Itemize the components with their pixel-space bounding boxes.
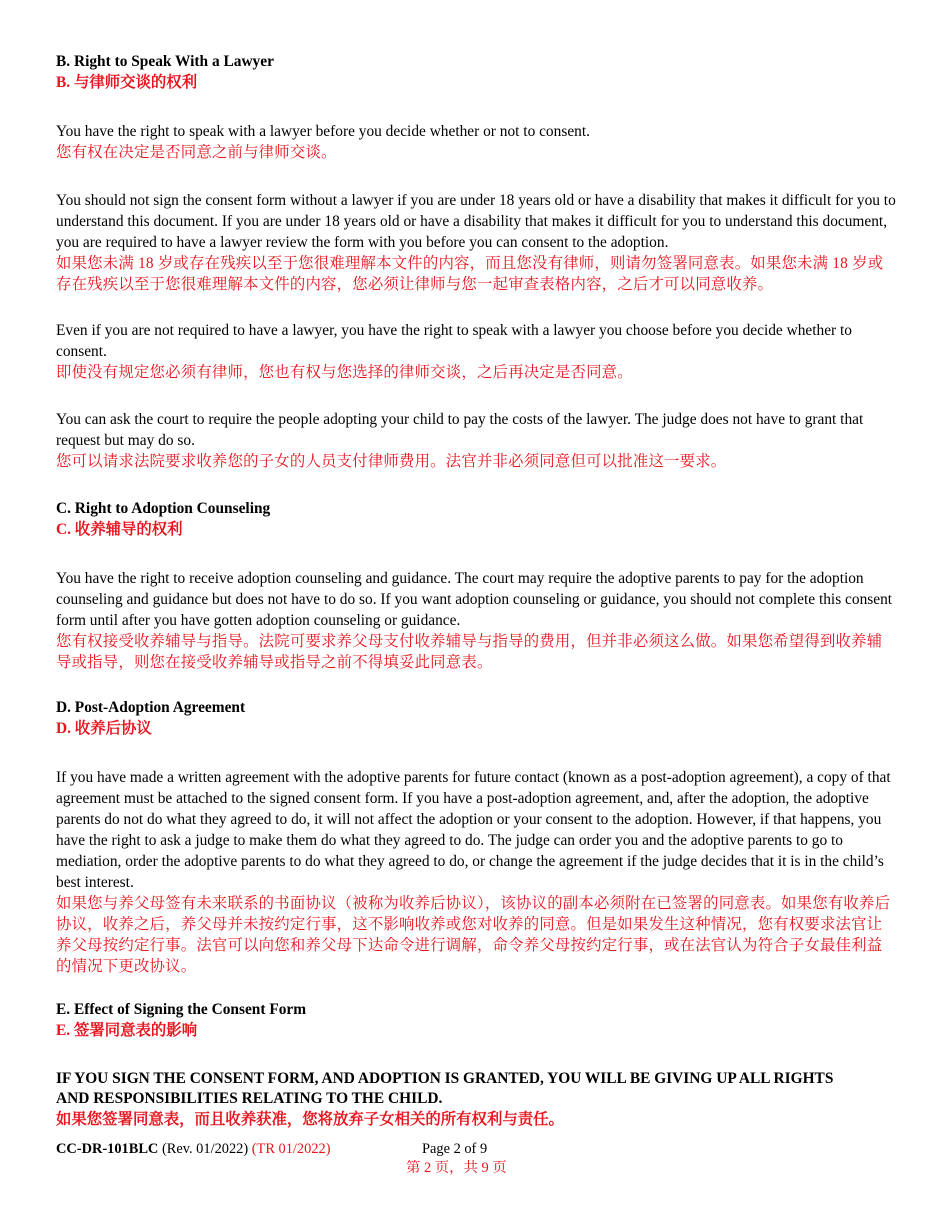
page-footer (56, 1140, 896, 1184)
paragraph-en: Even if you are not required to have a lawyer, you have the right to speak with a lawyer you choose before you decide whether to consent. (56, 322, 852, 360)
section-d-heading (56, 698, 896, 739)
page-number-zh: 第 2 页，共 9 页 (406, 1160, 507, 1176)
form-code-line (56, 1140, 331, 1159)
paragraph-en: You should not sign the consent form without a lawyer if you are under 18 years old or have a disability that makes it difficult for you to understand this document. If you are under 18 years old or have a disability that makes it difficult for you to understand this document, you are required to have a lawyer review the form with you before you can consent to the adoption. (56, 192, 896, 251)
translation-revision: (TR 01/2022) (251, 1141, 331, 1157)
section-c-heading (56, 499, 896, 540)
section-d-heading-en: D. Post-Adoption Agreement (56, 699, 246, 716)
paragraph-zh: 如果您与养父母签有未来联系的书面协议（被称为收养后协议），该协议的副本必须附在已签署的同意表。如果您有收养后协议，收养之后，养父母并未按约定行事，这不影响收养或您对收养的同意。但是如果发生这种情况，您有权要求法官让养父母按约定行事。法官可以向您和养父母下达命令进行调解，命令养父母按约定行事，或在法官认为符合子女最佳利益的情况下更改协议。 (56, 895, 891, 975)
paragraph-en: You can ask the court to require the people adopting your child to pay the costs of the lawyer. The judge does not have to grant that request but may do so. (56, 411, 864, 449)
section-b-paragraph-3 (56, 320, 896, 383)
section-c-paragraph-1 (56, 568, 896, 673)
paragraph-zh: 即使没有规定您必须有律师，您也有权与您选择的律师交谈，之后再决定是否同意。 (56, 364, 633, 381)
form-revision: (Rev. 01/2022) (161, 1141, 249, 1157)
section-c-heading-en: C. Right to Adoption Counseling (56, 500, 271, 517)
paragraph-zh: 您有权在决定是否同意之前与律师交谈。 (56, 144, 337, 161)
paragraph-en: You have the right to speak with a lawyer before you decide whether or not to consent. (56, 123, 590, 140)
section-d-paragraph-1 (56, 767, 896, 977)
warning-zh: 如果您签署同意表，而且收养获准，您将放弃子女相关的所有权利与责任。 (56, 1111, 564, 1128)
paragraph-en: If you have made a written agreement with the adoptive parents for future contact (known as a post-adoption agreement), a copy of that agreement must be attached to the signed consent form. If you have a post-adoption agreement, and, after the adoption, the adoptive parents do not do what they agreed to do, it will not affect the adoption or your consent to the adoption. However, if that happens, you have the right to ask a judge to make them do what they agreed to do. The judge can order you and the adoptive parents to go to mediation, order the adoptive parents to do what they agreed to do, or change the agreement if the judge decides that it is in the child’s best interest. (56, 769, 891, 891)
section-e-heading-zh: E. 签署同意表的影响 (56, 1022, 198, 1039)
warning-en: IF YOU SIGN THE CONSENT FORM, AND ADOPTION IS GRANTED, YOU WILL BE GIVING UP ALL RIGHTS AND RESPONSIBILITIES RELATING TO THE CHILD. (56, 1070, 834, 1107)
section-e-heading-en: E. Effect of Signing the Consent Form (56, 1001, 307, 1018)
paragraph-zh: 您有权接受收养辅导与指导。法院可要求养父母支付收养辅导与指导的费用，但并非必须这么做。如果您希望得到收养辅导或指导，则您在接受收养辅导或指导之前不得填妥此同意表。 (56, 633, 883, 671)
section-b-heading (56, 52, 896, 93)
paragraph-en: You have the right to receive adoption counseling and guidance. The court may require the adoptive parents to pay for the adoption counseling and guidance but does not have to do so. If you want adoption counseling or guidance, you should not complete this consent form until after you have gotten adoption counseling or guidance. (56, 570, 893, 629)
section-e-heading (56, 1000, 896, 1041)
section-c-heading-zh: C. 收养辅导的权利 (56, 521, 183, 538)
section-b-paragraph-1 (56, 121, 896, 163)
page-number-en: Page 2 of 9 (422, 1141, 488, 1157)
section-b-heading-en: B. Right to Speak With a Lawyer (56, 53, 274, 70)
section-e-warning (56, 1069, 856, 1130)
paragraph-zh: 您可以请求法院要求收养您的子女的人员支付律师费用。法官并非必须同意但可以批准这一要求。 (56, 453, 727, 470)
section-b-paragraph-4 (56, 409, 896, 472)
form-code: CC-DR-101BLC (56, 1141, 159, 1157)
section-b-paragraph-2 (56, 190, 896, 295)
section-d-heading-zh: D. 收养后协议 (56, 720, 152, 737)
section-b-heading-zh: B. 与律师交谈的权利 (56, 74, 198, 91)
paragraph-zh: 如果您未满 18 岁或存在残疾以至于您很难理解本文件的内容，而且您没有律师，则请勿签署同意表。如果您未满 18 岁或存在残疾以至于您很难理解本文件的内容，您必须让律师与您一起审查表格内容，之后才可以同意收养。 (56, 255, 884, 293)
